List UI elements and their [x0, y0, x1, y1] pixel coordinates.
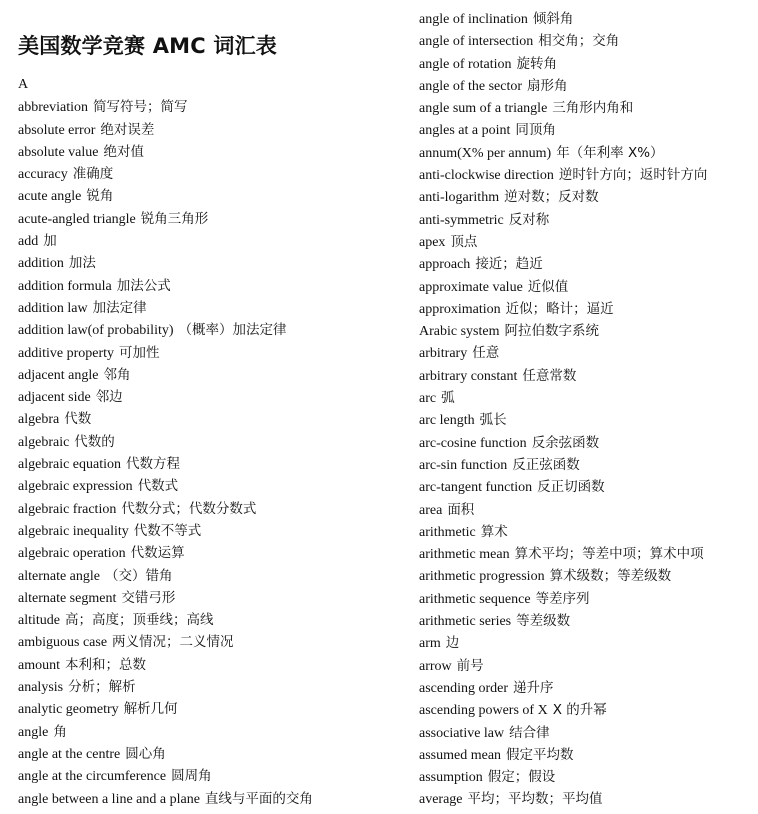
term-chinese: 两义情况；二义情况: [112, 634, 234, 651]
term-chinese: 算术级数；等差级数: [549, 568, 672, 585]
glossary-entry: [18, 208, 313, 230]
term-english: adjacent side: [18, 390, 91, 406]
term-chinese: 代数运算: [130, 545, 185, 562]
glossary-entry: [419, 209, 707, 231]
glossary-entry: [18, 96, 313, 118]
term-chinese: 加法定律: [92, 299, 147, 316]
term-english: angle at the centre: [18, 746, 121, 762]
term-chinese: 准确度: [72, 166, 114, 183]
term-english: arithmetic mean: [419, 547, 510, 563]
glossary-entry: [419, 142, 707, 164]
term-chinese: 相交角；交角: [538, 33, 620, 50]
glossary-entry: [419, 231, 707, 253]
glossary-entry: [419, 699, 707, 721]
term-chinese: 圆心角: [125, 745, 166, 762]
term-english: absolute value: [18, 144, 99, 160]
term-english: add: [18, 234, 39, 250]
term-english: analysis: [18, 680, 64, 696]
term-chinese: 假定；假设: [487, 769, 556, 786]
term-chinese: 代数方程: [126, 456, 181, 473]
term-chinese: 阿拉伯数字系统: [504, 323, 599, 340]
glossary-entry: [419, 565, 707, 587]
term-english: anti-logarithm: [419, 190, 500, 206]
term-english: arithmetic series: [419, 614, 512, 630]
term-chinese: 邻角: [103, 366, 131, 383]
term-english: algebraic: [18, 434, 70, 450]
page-title: 美国数学竞赛 AMC 词汇表: [18, 34, 277, 58]
term-chinese: 分析；解析: [68, 679, 136, 696]
term-english: approach: [419, 257, 471, 273]
term-chinese: 面积: [447, 501, 475, 518]
term-english: algebraic equation: [18, 457, 122, 473]
term-english: absolute error: [18, 122, 96, 138]
term-chinese: 任意常数: [522, 367, 577, 384]
glossary-entry: [419, 75, 707, 97]
term-english: amount: [18, 657, 60, 673]
term-english: angle of intersection: [419, 34, 534, 50]
term-english: addition law(of probability): [18, 323, 174, 339]
term-english: arc length: [419, 413, 475, 429]
term-english: arc-cosine function: [419, 435, 527, 451]
glossary-entry: [18, 609, 313, 631]
glossary-entry: [419, 97, 707, 119]
glossary-entry: [419, 30, 707, 52]
glossary-entry: [419, 8, 707, 30]
term-english: angle sum of a triangle: [419, 101, 548, 117]
term-chinese: 圆周角: [171, 768, 212, 785]
term-chinese: 加: [43, 233, 57, 250]
term-chinese: 高；高度；顶垂线；高线: [65, 612, 214, 629]
term-chinese: 等差级数: [516, 613, 571, 630]
glossary-entry: [18, 676, 313, 698]
term-chinese: 本利和；总数: [65, 656, 146, 673]
term-english: arm: [419, 636, 441, 652]
term-english: angle: [18, 724, 49, 740]
glossary-entry: [419, 499, 707, 521]
glossary-entry: [18, 475, 313, 497]
term-chinese: 绝对值: [103, 143, 144, 160]
glossary-entry: [419, 387, 707, 409]
glossary-entry: [419, 588, 707, 610]
glossary-entry: [18, 141, 313, 163]
term-english: area: [419, 502, 443, 518]
term-chinese: 弧长: [479, 412, 507, 429]
term-chinese: 锐角三角形: [140, 210, 209, 227]
term-english: addition formula: [18, 278, 112, 294]
term-english: addition: [18, 256, 64, 272]
term-english: associative law: [419, 725, 505, 741]
term-chinese: 边: [445, 635, 460, 652]
term-chinese: 倾斜角: [532, 11, 574, 27]
term-english: arrow: [419, 658, 452, 674]
term-english: angle of inclination: [419, 12, 528, 27]
term-english: analytic geometry: [18, 702, 119, 718]
glossary-entry: [18, 453, 313, 475]
glossary-entry: [419, 432, 707, 454]
term-chinese: 简写符号；简写: [92, 99, 188, 116]
term-chinese: 近似值: [527, 278, 569, 295]
glossary-entry: [419, 788, 707, 810]
glossary-entry: [419, 476, 707, 498]
glossary-entry: [419, 164, 707, 186]
term-chinese: 近似；略计；逼近: [505, 300, 614, 317]
term-chinese: 算术平均；等差中项；算术中项: [514, 546, 704, 563]
term-english: abbreviation: [18, 100, 88, 116]
glossary-entry: [419, 722, 707, 744]
term-english: addition law: [18, 300, 88, 316]
glossary-entry: [18, 587, 313, 609]
term-chinese: 代数式: [137, 478, 179, 495]
term-chinese: 可加性: [119, 344, 160, 361]
term-english: ascending order: [419, 680, 509, 696]
term-english: average: [419, 792, 463, 808]
term-english: algebraic expression: [18, 479, 133, 495]
term-english: assumption: [419, 770, 483, 786]
term-chinese: 递升序: [513, 679, 554, 696]
term-english: anti-symmetric: [419, 212, 504, 228]
term-english: additive property: [18, 345, 115, 361]
term-english: altitude: [18, 613, 60, 629]
term-english: apex: [419, 234, 446, 250]
glossary-entry: [18, 721, 313, 743]
glossary-entry: [419, 276, 707, 298]
term-chinese: 代数的: [74, 433, 115, 450]
glossary-entry: [419, 186, 707, 208]
glossary-entry: [18, 252, 313, 274]
glossary-entry: [18, 297, 313, 319]
term-english: assumed mean: [419, 747, 502, 763]
term-english: adjacent angle: [18, 367, 99, 383]
term-chinese: 扇形角: [527, 77, 568, 94]
glossary-entry: [419, 320, 707, 342]
glossary-entry: [18, 119, 313, 141]
term-english: arc-sin function: [419, 457, 508, 473]
glossary-entry: [18, 408, 313, 430]
term-chinese: 顶点: [450, 233, 478, 250]
term-chinese: 代数: [64, 411, 92, 428]
glossary-entry: [18, 788, 313, 810]
glossary-entry: [419, 521, 707, 543]
term-english: arbitrary constant: [419, 368, 518, 384]
term-english: acute angle: [18, 189, 82, 205]
glossary-entry: [419, 632, 707, 654]
term-english: algebraic inequality: [18, 523, 129, 539]
term-english: algebraic operation: [18, 546, 126, 562]
glossary-entry: [419, 342, 707, 364]
glossary-entry: [419, 677, 707, 699]
glossary-entry: [419, 409, 707, 431]
term-chinese: （概率）加法定律: [178, 322, 287, 339]
glossary-left-column: [18, 74, 313, 810]
glossary-entry: [419, 119, 707, 141]
term-english: ascending powers of X: [419, 703, 548, 719]
term-chinese: 反对称: [508, 211, 550, 228]
glossary-entry: [419, 543, 707, 565]
term-english: ambiguous case: [18, 635, 108, 651]
glossary-entry: [419, 53, 707, 75]
term-chinese: 三角形内角和: [552, 100, 634, 117]
term-chinese: 加法: [68, 255, 96, 272]
term-english: angle of rotation: [419, 56, 512, 72]
term-chinese: 绝对误差: [100, 121, 155, 138]
term-chinese: 逆对数；反对数: [504, 189, 599, 206]
term-english: accuracy: [18, 167, 68, 183]
glossary-entry: [18, 230, 313, 252]
glossary-entry: [18, 631, 313, 653]
section-letter: A: [18, 77, 29, 92]
term-chinese: 反正弦函数: [512, 456, 580, 473]
glossary-entry: [18, 743, 313, 765]
term-english: arithmetic sequence: [419, 591, 531, 607]
term-chinese: 接近；趋近: [475, 256, 543, 273]
glossary-entry: [18, 275, 313, 297]
term-chinese: 前号: [456, 657, 484, 674]
term-chinese: 算术: [480, 523, 508, 540]
term-chinese: 邻边: [95, 389, 123, 406]
term-english: alternate segment: [18, 590, 117, 606]
term-english: algebra: [18, 412, 60, 428]
term-english: arithmetic progression: [419, 569, 545, 585]
term-chinese: 任意: [472, 345, 500, 362]
glossary-entry: [419, 365, 707, 387]
term-chinese: 加法公式: [116, 277, 171, 294]
glossary-entry: [419, 454, 707, 476]
glossary-entry: [18, 163, 313, 185]
term-chinese: 等差序列: [535, 590, 590, 607]
glossary-entry: [18, 542, 313, 564]
glossary-entry: [18, 185, 313, 207]
term-english: algebraic fraction: [18, 501, 117, 517]
glossary-entry: [419, 298, 707, 320]
term-chinese: 平均；平均数；平均值: [467, 791, 603, 808]
term-chinese: 代数分式；代数分数式: [121, 500, 257, 517]
glossary-entry: [18, 520, 313, 542]
glossary-entry: [419, 655, 707, 677]
term-chinese: 反正切函数: [537, 479, 605, 496]
term-chinese: 弧: [441, 390, 455, 407]
glossary-entry: [18, 431, 313, 453]
term-chinese: 锐角: [86, 188, 114, 205]
term-english: anti-clockwise direction: [419, 168, 554, 184]
term-chinese: （交）错角: [105, 567, 173, 584]
glossary-entry: [18, 319, 313, 341]
glossary-entry: [419, 744, 707, 766]
glossary-entry: [419, 766, 707, 788]
glossary-entry: [18, 342, 313, 364]
term-english: angle at the circumference: [18, 769, 167, 785]
term-english: approximate value: [419, 279, 523, 295]
term-english: arithmetic: [419, 524, 476, 540]
term-english: angle between a line and a plane: [18, 791, 200, 807]
glossary-entry: [18, 698, 313, 720]
glossary-entry: [18, 364, 313, 386]
term-chinese: 年（年利率 X%）: [556, 144, 664, 161]
glossary-entry: [18, 565, 313, 587]
glossary-entry: [419, 610, 707, 632]
term-chinese: 角: [53, 723, 67, 740]
term-chinese: X 的升幂: [552, 702, 607, 719]
glossary-entry: [419, 253, 707, 275]
term-chinese: 旋转角: [516, 55, 558, 72]
term-english: approximation: [419, 301, 501, 317]
term-english: alternate angle: [18, 568, 101, 584]
term-chinese: 反余弦函数: [531, 434, 600, 451]
glossary-entry: [18, 765, 313, 787]
term-english: arc: [419, 391, 437, 407]
term-chinese: 逆时针方向；返时针方向: [558, 167, 708, 184]
term-english: annum(X% per annum): [419, 145, 552, 161]
glossary-entry: [18, 386, 313, 408]
term-english: acute-angled triangle: [18, 211, 136, 227]
glossary-right-column: [419, 8, 707, 811]
term-chinese: 交错弓形: [121, 589, 176, 606]
glossary-entry: [18, 498, 313, 520]
glossary-entry: [18, 654, 313, 676]
term-chinese: 同顶角: [515, 122, 556, 139]
term-english: Arabic system: [419, 324, 500, 340]
term-chinese: 解析几何: [123, 701, 178, 718]
term-english: arbitrary: [419, 346, 468, 362]
term-chinese: 假定平均数: [506, 746, 574, 763]
term-chinese: 结合律: [509, 724, 550, 741]
term-chinese: 代数不等式: [133, 522, 202, 539]
term-english: angle of the sector: [419, 78, 523, 94]
term-english: arc-tangent function: [419, 480, 533, 496]
term-chinese: 直线与平面的交角: [204, 790, 313, 807]
term-english: angles at a point: [419, 123, 511, 139]
